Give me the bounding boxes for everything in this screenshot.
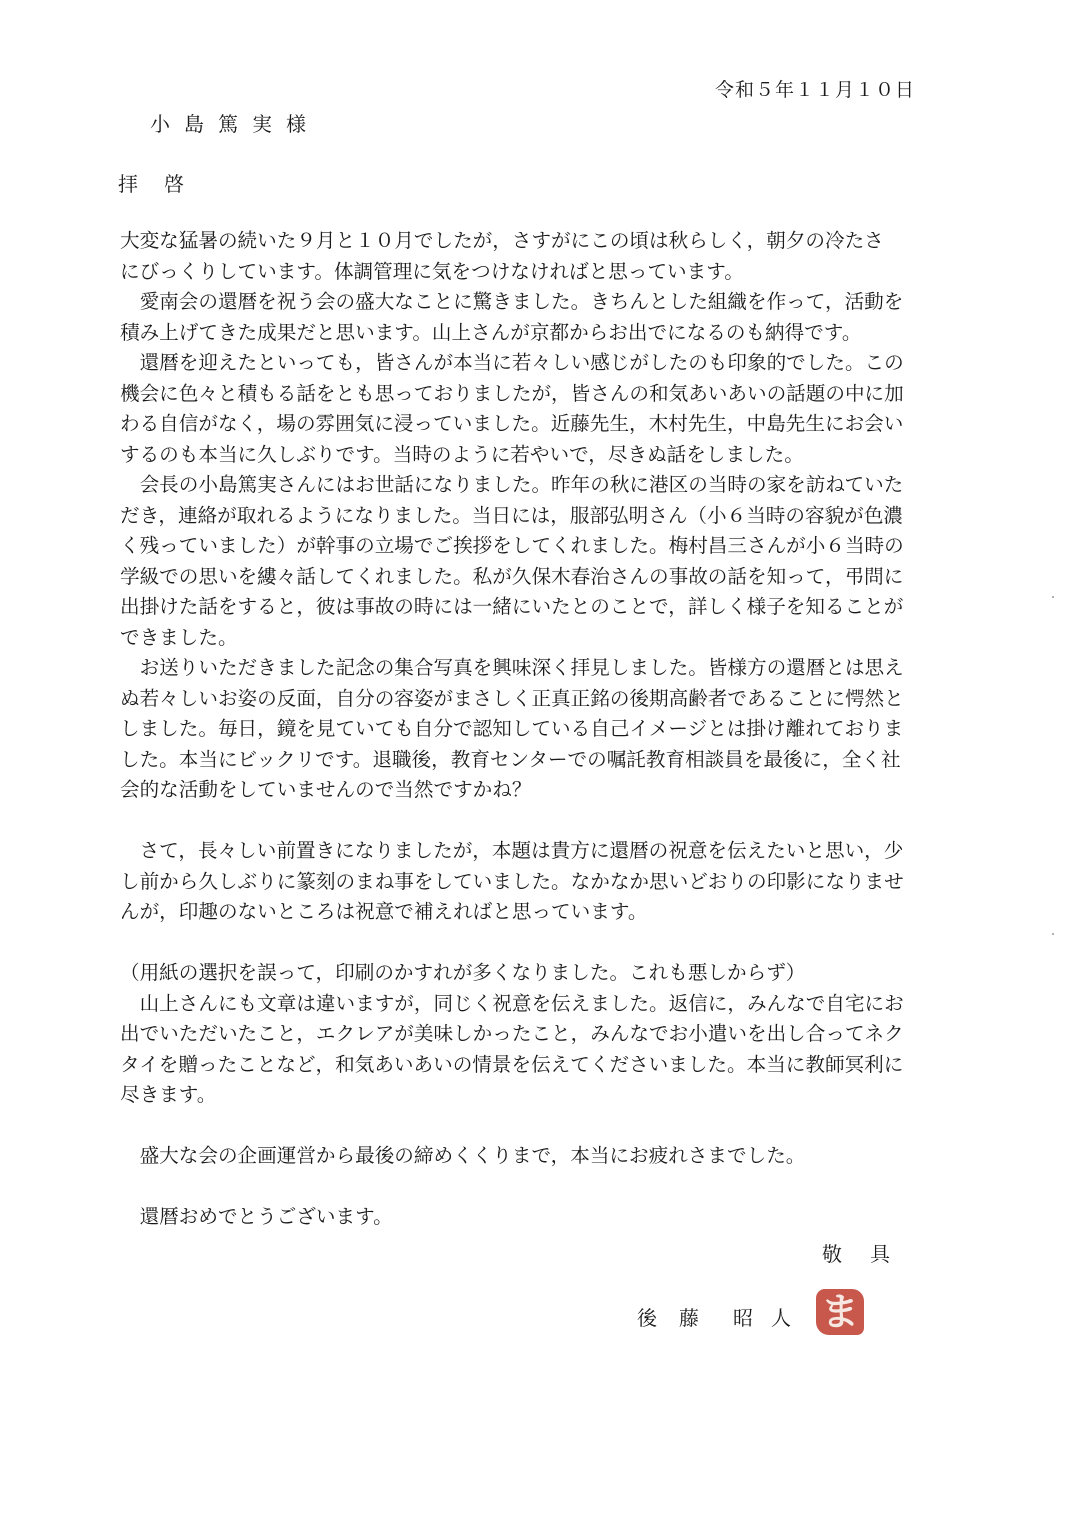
body-line: 出でいただいたこと，エクレアが美味しかったこと，みんなでお小遣いを出し合ってネク — [120, 1022, 904, 1045]
body-line: タイを贈ったことなど，和気あいあいの情景を伝えてくださいました。本当に教師冥利に — [120, 1052, 904, 1076]
body-line: 機会に色々と積もる話をとも思っておりましたが，皆さんの和気あいあいの話題の中に加 — [120, 381, 904, 405]
paragraph-gap — [120, 1172, 980, 1203]
body-line: できました。 — [120, 625, 238, 649]
body-line: 愛南会の還暦を祝う会の盛大なことに驚きました。きちんとした組織を作って，活動を — [120, 290, 904, 313]
letter-body — [120, 226, 980, 1233]
body-line: お送りいただきました記念の集合写真を興味深く拝見しました。皆様方の還暦とは思え — [120, 656, 904, 679]
recipient-name: 小島篤実様 — [150, 112, 320, 136]
body-line: ぬ若々しいお姿の反面，自分の容姿がまさしく正真正銘の後期高齢者であることに愕然と — [120, 686, 904, 710]
body-line: にびっくりしています。体調管理に気をつけなければと思っています。 — [120, 259, 744, 283]
signature-family-name: 後藤 — [637, 1306, 721, 1330]
closing-salutation: 敬具 — [822, 1242, 918, 1266]
paragraph-gap — [120, 806, 980, 837]
body-line: した。本当にビックリです。退職後，教育センターでの嘱託教育相談員を最後に，全く社 — [120, 747, 901, 771]
body-line: さて，長々しい前置きになりましたが，本題は貴方に還暦の祝意を伝えたいと思い，少 — [120, 839, 904, 862]
signature-given-name: 昭人 — [733, 1306, 809, 1330]
scan-speck — [1052, 933, 1054, 935]
body-line: んが，印趣のないところは祝意で補えればと思っています。 — [120, 900, 648, 923]
paragraph-gap — [120, 1111, 980, 1142]
letter-date: 令和５年１１月１０日 — [715, 79, 916, 101]
body-line: （用紙の選択を誤って，印刷のかすれが多くなりました。これも悪しからず） — [120, 961, 806, 984]
hanko-seal — [816, 1289, 864, 1335]
body-line: だき，連絡が取れるようになりました。当日には，服部弘明さん（小６当時の容貌が色濃 — [120, 503, 903, 527]
body-line: 還暦を迎えたといっても，皆さんが本当に若々しい感じがしたのも印象的でした。この — [120, 351, 904, 374]
body-line: 積み上げてきた成果だと思います。山上さんが京都からお出でになるのも納得です。 — [120, 320, 862, 344]
body-line: 大変な猛暑の続いた９月と１０月でしたが，さすがにこの頃は秋らしく，朝夕の冷たさ — [120, 229, 884, 252]
scan-speck — [1052, 596, 1054, 598]
body-line: 山上さんにも文章は違いますが，同じく祝意を伝えました。返信に，みんなで自宅にお — [120, 991, 904, 1015]
seal-character: ま — [820, 1290, 859, 1334]
body-line: 出掛けた話をすると，彼は事故の時には一緒にいたとのことで，詳しく様子を知ることが — [120, 595, 904, 618]
body-line: く残っていました）が幹事の立場でご挨拶をしてくれました。梅村昌三さんが小６当時の — [120, 534, 904, 557]
body-line: するのも本当に久しぶりです。当時のように若やいで，尽きぬ話をしました。 — [120, 442, 804, 466]
body-line: 還暦おめでとうございます。 — [120, 1205, 393, 1228]
body-line: 会的な活動をしていませんので当然ですかね？ — [120, 778, 532, 801]
body-line: 盛大な会の企画運営から最後の締めくくりまで，本当にお疲れさまでした。 — [120, 1144, 806, 1167]
paragraph-gap — [120, 928, 980, 959]
body-line: わる自信がなく，場の雰囲気に浸っていました。近藤先生，木村先生，中島先生にお会い — [120, 412, 904, 435]
body-line: 会長の小島篤実さんにはお世話になりました。昨年の秋に港区の当時の家を訪ねていた — [120, 473, 904, 496]
body-line: 学級での思いを縷々話してくれました。私が久保木春治さんの事故の話を知って，弔問に — [120, 564, 904, 588]
opening-salutation: 拝啓 — [118, 172, 210, 196]
body-line: 尽きます。 — [120, 1083, 217, 1106]
body-line: しました。毎日，鏡を見ていても自分で認知している自己イメージとは掛け離れておりま — [120, 717, 904, 740]
body-line: し前から久しぶりに篆刻のまね事をしていました。なかなか思いどおりの印影になりませ — [120, 869, 904, 893]
signature — [637, 1302, 809, 1331]
